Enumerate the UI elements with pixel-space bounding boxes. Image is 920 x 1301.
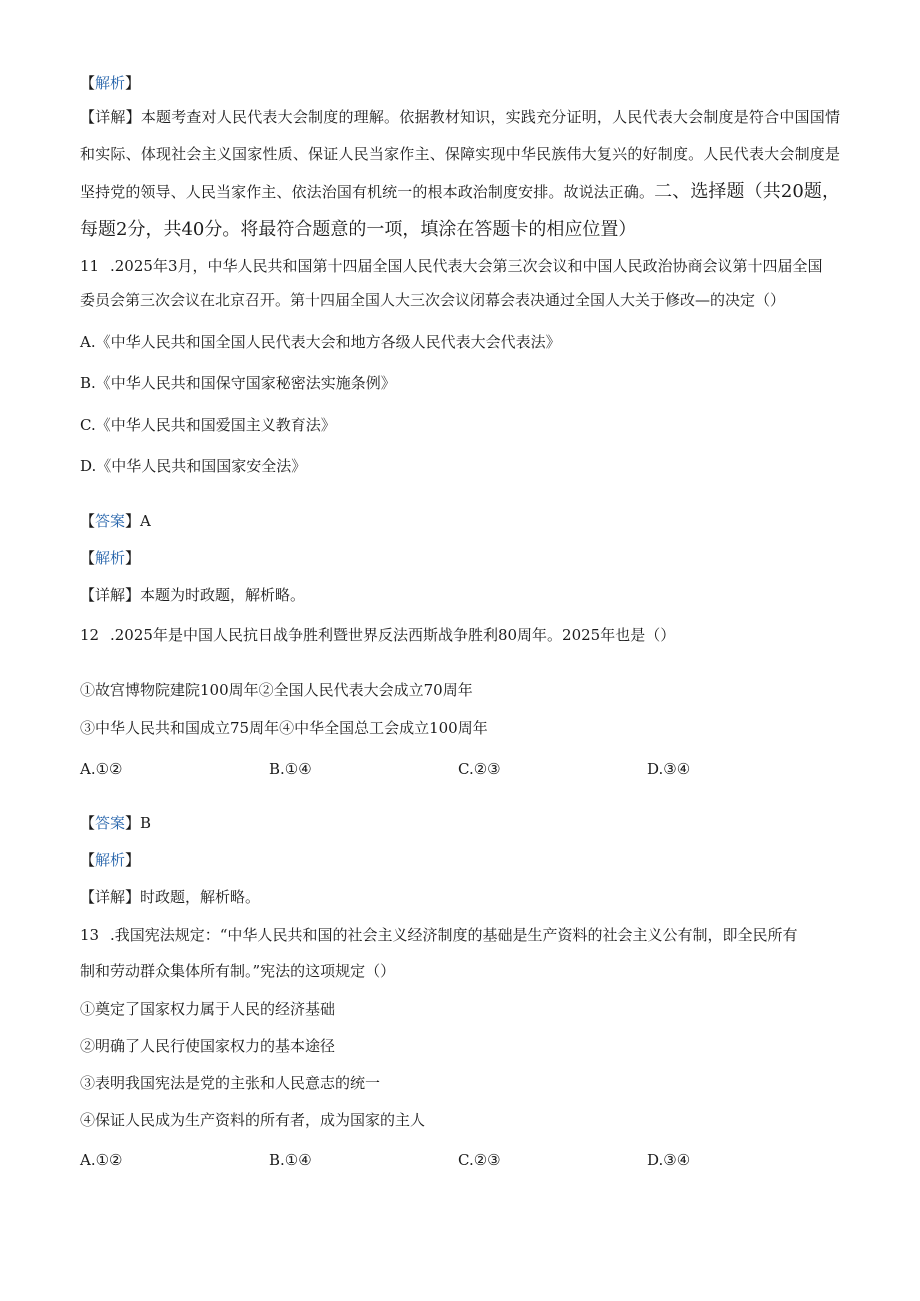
q11-stem-line1: 11 .2025年3月，中华人民共和国第十四届全国人民代表大会第三次会议和中国人民政治协商会议第十四届全国 [80, 257, 823, 275]
q13-option-a: A.①② [80, 1151, 123, 1169]
q11-option-b: B.《中华人民共和国保守国家秘密法实施条例》 [80, 374, 396, 392]
q13-item-1: ①奠定了国家权力属于人民的经济基础 [80, 1000, 336, 1018]
q13-option-b: B.①④ [269, 1151, 312, 1169]
q12-answer: 【答案】B [80, 814, 152, 832]
q11-option-a: A.《中华人民共和国全国人民代表大会和地方各级人民代表大会代表法》 [80, 333, 561, 351]
q12-items-line2: ③中华人民共和国成立75周年④中华全国总工会成立100周年 [80, 719, 488, 737]
q13-item-3: ③表明我国宪法是党的主张和人民意志的统一 [80, 1074, 381, 1092]
q11-answer: 【答案】A [80, 512, 151, 530]
q11-option-c: C.《中华人民共和国爱国主义教育法》 [80, 416, 336, 434]
analysis-label: 【解析】 [80, 74, 141, 92]
section-heading: 二、选择题（共20题，每题2分，共40分。将最符合题意的一项，填涂在答题卡的相应位置） [80, 181, 840, 240]
detail-paragraph: 【详解】本题考查对人民代表大会制度的理解。依据教材知识，实践充分证明，人民代表大会制度是符合中国国情和实际、体现社会主义国家性质、保证人民当家作主、保障实现中华民族伟大复兴的好制度。人民代表大会制度是坚持党的领导、人民当家作主、依法治国有机统一的根本政治制度安排。故说法正确。二、选择题（共20题，每题2分，共40分。将最符合题意的一项，填涂在答题卡的相应位置） [80, 108, 840, 240]
q13-stem-line1: 13 .我国宪法规定：“中华人民共和国的社会主义经济制度的基础是生产资料的社会主义公有制，即全民所有 [80, 926, 798, 944]
q12-detail: 【详解】时政题，解析略。 [80, 888, 261, 906]
q12-options [80, 759, 840, 779]
q13-option-c: C.②③ [458, 1151, 501, 1169]
q13-option-d: D.③④ [647, 1151, 691, 1169]
q12-stem: 12 .2025年是中国人民抗日战争胜利暨世界反法西斯战争胜利80周年。2025年也是（） [80, 626, 676, 644]
q12-option-a: A.①② [80, 760, 123, 778]
q11-stem-line2: 委员会第三次会议在北京召开。第十四届全国人大三次会议闭幕会表决通过全国人大关于修改—的决定（） [80, 291, 786, 309]
q11-detail: 【详解】本题为时政题，解析略。 [80, 586, 306, 604]
q12-option-c: C.②③ [458, 760, 501, 778]
q11-option-d: D.《中华人民共和国国家安全法》 [80, 457, 307, 475]
q13-item-4: ④保证人民成为生产资料的所有者，成为国家的主人 [80, 1111, 426, 1129]
q12-option-d: D.③④ [647, 760, 691, 778]
q11-analysis-label: 【解析】 [80, 549, 141, 567]
q13-stem-line2: 制和劳动群众集体所有制。”宪法的这项规定（） [80, 962, 396, 980]
q13-options [80, 1150, 840, 1170]
q12-option-b: B.①④ [269, 760, 312, 778]
q12-analysis-label: 【解析】 [80, 851, 141, 869]
q12-items-line1: ①故宫博物院建院100周年②全国人民代表大会成立70周年 [80, 681, 473, 699]
q13-item-2: ②明确了人民行使国家权力的基本途径 [80, 1037, 336, 1055]
